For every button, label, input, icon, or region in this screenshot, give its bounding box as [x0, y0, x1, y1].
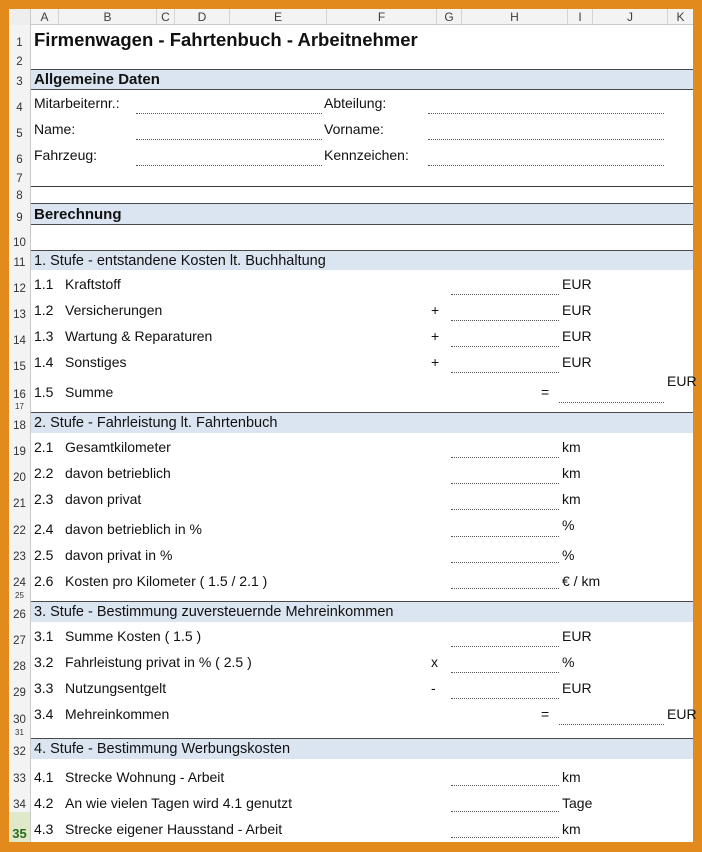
row-label: An wie vielen Tagen wird 4.1 genutzt [65, 795, 292, 811]
row-number: 2.6 [34, 573, 54, 589]
value-line[interactable] [451, 837, 559, 838]
row-header[interactable]: 18 [13, 420, 26, 432]
column-header-e[interactable]: E [230, 9, 327, 25]
row-unit: EUR [562, 276, 592, 292]
row-operator: + [431, 354, 440, 370]
label-kennzeichen: Kennzeichen: [324, 147, 409, 163]
value-line[interactable] [451, 562, 559, 563]
column-header-g[interactable]: G [437, 9, 462, 25]
column-header-c[interactable]: C [157, 9, 175, 25]
row-header[interactable]: 32 [13, 746, 26, 758]
value-line[interactable] [451, 811, 559, 812]
row-header[interactable]: 26 [13, 609, 26, 621]
value-line[interactable] [451, 483, 559, 484]
row-unit: km [562, 491, 581, 507]
row-header[interactable]: 10 [13, 237, 26, 249]
row-unit: EUR [667, 706, 697, 722]
label-vorname: Vorname: [324, 121, 384, 137]
row-unit: EUR [562, 302, 592, 318]
label-abteilung: Abteilung: [324, 95, 387, 111]
row-operator: = [541, 384, 550, 400]
input-line-vorname[interactable] [428, 139, 664, 140]
row-unit: EUR [562, 628, 592, 644]
row-header[interactable]: 30 [13, 714, 26, 726]
row-unit: km [562, 439, 581, 455]
row-label: Wartung & Reparaturen [65, 328, 213, 344]
section-heading-stage3: 3. Stufe - Bestimmung zuversteuernde Mehreinkommen [34, 604, 394, 620]
total-value-line[interactable] [559, 724, 664, 725]
row-unit: EUR [562, 354, 592, 370]
section-heading-stage2: 2. Stufe - Fahrleistung lt. Fahrtenbuch [34, 415, 278, 431]
row-unit: % [562, 547, 575, 563]
row-operator: x [431, 654, 438, 670]
row-label: Summe Kosten ( 1.5 ) [65, 628, 202, 644]
value-line[interactable] [451, 294, 559, 295]
sheet-grid[interactable] [31, 25, 697, 842]
row-number: 3.1 [34, 628, 54, 644]
value-line[interactable] [451, 346, 559, 347]
row-label: Sonstiges [65, 354, 127, 370]
value-line[interactable] [451, 372, 559, 373]
column-header-k[interactable]: K [676, 10, 685, 24]
row-header[interactable]: 21 [13, 498, 26, 510]
row-unit: EUR [667, 373, 697, 389]
row-number: 2.4 [34, 521, 54, 537]
row-unit: € / km [562, 573, 601, 589]
row-number: 2.5 [34, 547, 54, 563]
spreadsheet [9, 9, 697, 842]
row-header[interactable]: 22 [13, 525, 26, 537]
column-header-a[interactable]: A [31, 9, 59, 25]
row-header[interactable]: 2 [16, 56, 23, 68]
row-number: 1.4 [34, 354, 54, 370]
row-label: Kraftstoff [65, 276, 121, 292]
row-header[interactable]: 7 [16, 173, 23, 185]
row-header[interactable]: 3 [16, 76, 23, 88]
row-operator: - [431, 680, 436, 696]
row-unit: km [562, 821, 581, 837]
column-header-h[interactable]: H [462, 9, 568, 25]
row-unit: % [562, 654, 575, 670]
value-line[interactable] [451, 457, 559, 458]
row-header-active[interactable]: 35 [9, 812, 30, 842]
row-label: Summe [65, 384, 114, 400]
row-unit: EUR [562, 328, 592, 344]
column-header-d[interactable]: D [175, 9, 230, 25]
section-heading-stage4: 4. Stufe - Bestimmung Werbungskosten [34, 741, 291, 757]
row-header[interactable]: 15 [13, 361, 26, 373]
total-value-line[interactable] [559, 402, 664, 403]
divider [31, 186, 693, 187]
input-line-abteilung[interactable] [428, 113, 664, 114]
row-header[interactable]: 24 [13, 577, 26, 589]
row-number: 3.4 [34, 706, 54, 722]
row-label: davon betrieblich in % [65, 521, 202, 537]
row-header[interactable]: 1 [16, 37, 23, 49]
row-header[interactable]: 33 [13, 773, 26, 785]
row-header[interactable]: 16 [13, 389, 26, 401]
row-header[interactable]: 23 [13, 551, 26, 563]
row-header[interactable]: 17 [15, 402, 24, 411]
row-label: davon betrieblich [65, 465, 171, 481]
row-label: Nutzungsentgelt [65, 680, 167, 696]
row-unit: km [562, 769, 581, 785]
page-title: Firmenwagen - Fahrtenbuch - Arbeitnehmer [34, 29, 418, 50]
row-number: 1.5 [34, 384, 54, 400]
row-number: 1.1 [34, 276, 54, 292]
row-unit: Tage [562, 795, 593, 811]
column-header-j[interactable]: J [593, 9, 668, 25]
row-label: Fahrleistung privat in % ( 2.5 ) [65, 654, 252, 670]
input-line-kennzeichen[interactable] [428, 165, 664, 166]
row-header[interactable]: 34 [13, 799, 26, 811]
row-header[interactable]: 28 [13, 661, 26, 673]
section-heading-general: Allgemeine Daten [34, 71, 160, 88]
select-all-corner[interactable] [9, 9, 31, 25]
row-label: davon privat [65, 491, 142, 507]
value-line[interactable] [451, 588, 559, 589]
row-label: Strecke Wohnung - Arbeit [65, 769, 225, 785]
row-label: Gesamtkilometer [65, 439, 171, 455]
row-number: 4.2 [34, 795, 54, 811]
row-header[interactable]: 5 [16, 128, 23, 140]
row-header[interactable]: 13 [13, 309, 26, 321]
row-number: 1.3 [34, 328, 54, 344]
row-number: 1.2 [34, 302, 54, 318]
row-header[interactable]: 14 [13, 335, 26, 347]
row-operator: + [431, 328, 440, 344]
row-number: 2.3 [34, 491, 54, 507]
row-unit: % [562, 517, 575, 533]
row-label: Strecke eigener Hausstand - Arbeit [65, 821, 283, 837]
value-line[interactable] [451, 646, 559, 647]
label-name: Name: [34, 121, 76, 137]
row-header[interactable]: 9 [16, 212, 23, 224]
row-header[interactable]: 12 [13, 283, 26, 295]
row-header[interactable]: 11 [13, 257, 26, 269]
row-number: 4.3 [34, 821, 54, 837]
row-header[interactable]: 29 [13, 687, 26, 699]
input-line-fahrzeug[interactable] [136, 165, 322, 166]
label-fahrzeug: Fahrzeug: [34, 147, 98, 163]
row-header[interactable]: 27 [13, 635, 26, 647]
value-line[interactable] [451, 320, 559, 321]
section-heading-calculation: Berechnung [34, 206, 122, 223]
column-header-bar [9, 9, 693, 25]
row-label: Kosten pro Kilometer ( 1.5 / 2.1 ) [65, 573, 268, 589]
input-line-name[interactable] [136, 139, 322, 140]
input-line-mitarbeiternr[interactable] [136, 113, 322, 114]
row-unit: km [562, 465, 581, 481]
row-label: Mehreinkommen [65, 706, 170, 722]
column-header-b[interactable]: B [59, 9, 157, 25]
row-number: 2.2 [34, 465, 54, 481]
row-header[interactable]: 6 [16, 154, 23, 166]
row-header[interactable]: 31 [15, 728, 24, 737]
value-line[interactable] [451, 785, 559, 786]
column-header-i[interactable]: I [568, 9, 593, 25]
row-number: 3.2 [34, 654, 54, 670]
value-line[interactable] [451, 536, 559, 537]
section-heading-stage1: 1. Stufe - entstandene Kosten lt. Buchhaltung [34, 253, 326, 269]
row-number: 2.1 [34, 439, 54, 455]
row-number: 3.3 [34, 680, 54, 696]
value-line[interactable] [451, 698, 559, 699]
row-header[interactable]: 20 [13, 472, 26, 484]
row-operator: + [431, 302, 440, 318]
row-header[interactable]: 25 [15, 591, 24, 600]
label-mitarbeiternr: Mitarbeiternr.: [34, 95, 120, 111]
value-line[interactable] [451, 509, 559, 510]
row-header[interactable]: 19 [13, 446, 26, 458]
row-label: Versicherungen [65, 302, 163, 318]
row-header-bar [9, 25, 31, 842]
section-bar-calculation [31, 203, 693, 225]
row-operator: = [541, 706, 550, 722]
value-line[interactable] [451, 672, 559, 673]
row-header[interactable]: 8 [16, 190, 23, 202]
column-header-f[interactable]: F [327, 9, 437, 25]
row-number: 4.1 [34, 769, 54, 785]
row-header[interactable]: 4 [16, 102, 23, 114]
row-unit: EUR [562, 680, 592, 696]
row-label: davon privat in % [65, 547, 173, 563]
